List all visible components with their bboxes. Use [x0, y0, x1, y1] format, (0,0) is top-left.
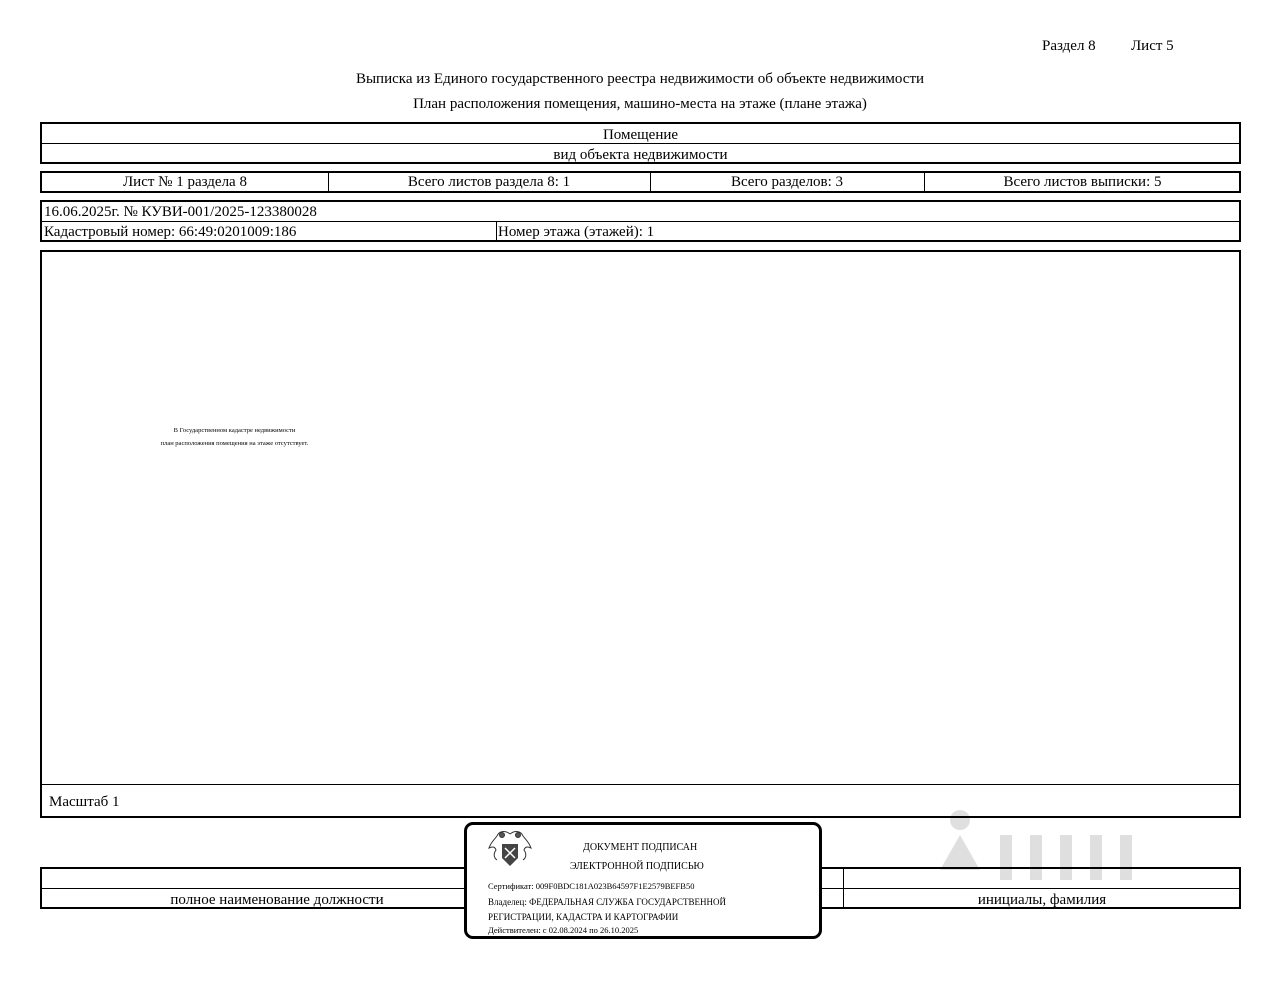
- stamp-owner-line2: РЕГИСТРАЦИИ, КАДАСТРА И КАРТОГРАФИИ: [488, 912, 679, 922]
- plan-missing-message-line1: В Государственном кадастре недвижимости: [173, 427, 296, 434]
- floor-number: Номер этажа (этажей): 1: [498, 224, 655, 240]
- sheet-label: Лист 5: [1131, 38, 1174, 54]
- double-headed-eagle-icon: [487, 828, 533, 872]
- document-title: Выписка из Единого государственного реестра недвижимости об объекте недвижимости: [355, 71, 925, 87]
- plan-missing-message-line2: план расположения помещения на этаже отсутствует.: [160, 440, 309, 447]
- stamp-owner-line1: Владелец: ФЕДЕРАЛЬНАЯ СЛУЖБА ГОСУДАРСТВЕННОЙ: [488, 897, 727, 907]
- scale-label: Масштаб 1: [49, 794, 120, 810]
- object-type-table: [40, 122, 1241, 164]
- stamp-certificate: Сертификат: 009F0BDC181A023B64597F1E2579BEFB50: [488, 881, 695, 891]
- total-section-sheets: Всего листов раздела 8: 1: [407, 173, 571, 190]
- stamp-line2: ЭЛЕКТРОННОЙ ПОДПИСЬЮ: [570, 861, 704, 872]
- stamp-line1: ДОКУМЕНТ ПОДПИСАН: [583, 842, 698, 853]
- sheets-row: [40, 171, 1241, 193]
- object-type-caption: вид объекта недвижимости: [553, 147, 728, 163]
- total-extract-sheets: Всего листов выписки: 5: [1003, 173, 1162, 190]
- document-info-table: [40, 200, 1241, 242]
- stamp-validity: Действителен: с 02.08.2024 по 26.10.2025: [488, 925, 639, 935]
- cadastral-number: Кадастровый номер: 66:49:0201009:186: [44, 224, 297, 240]
- sheet-of-section: Лист № 1 раздела 8: [123, 173, 247, 190]
- plan-area: [40, 250, 1241, 818]
- name-caption: инициалы, фамилия: [977, 892, 1107, 908]
- electronic-signature-stamp: [464, 822, 822, 939]
- total-sections: Всего разделов: 3: [730, 173, 844, 190]
- position-caption: полное наименование должности: [170, 892, 384, 908]
- section-label: Раздел 8: [1042, 38, 1096, 54]
- date-number: 16.06.2025г. № КУВИ-001/2025-123380028: [44, 204, 317, 220]
- document-subtitle: План расположения помещения, машино-места на этаже (плане этажа): [413, 96, 867, 112]
- object-type-value: Помещение: [602, 127, 679, 143]
